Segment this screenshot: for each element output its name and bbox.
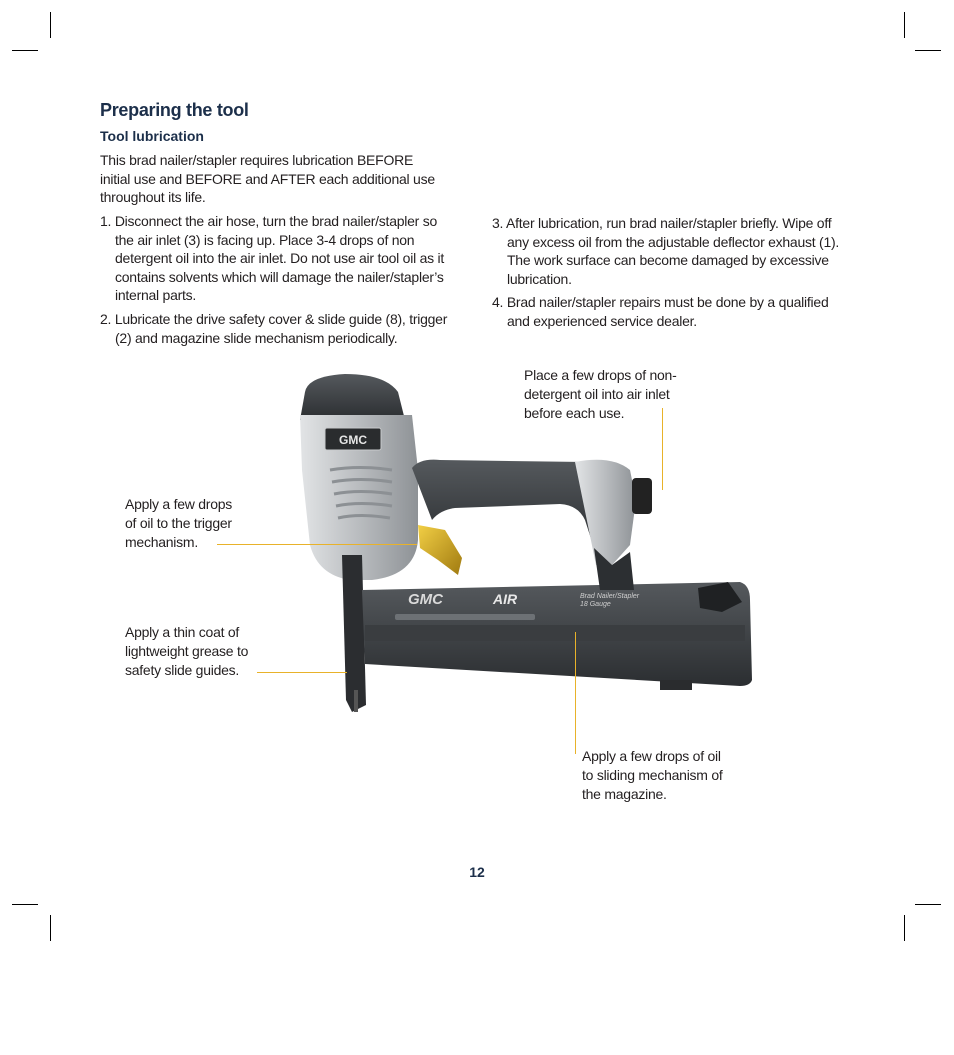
callout-magazine: Apply a few drops of oil to sliding mechanism of the magazine. [582,748,723,802]
section-subtitle: Tool lubrication [100,128,204,144]
leader-line-trigger [217,544,417,545]
leader-line-magazine [575,632,576,754]
step-1: 1. Disconnect the air hose, turn the brad nailer/stapler so the air inlet (3) is facing up. Place 3-4 drops of non detergent oil into the air inlet. Do not use air tool oil as it contains solvents which will damage the nailer/stapler’s internal parts. [100,213,444,304]
step-3: 3. After lubrication, run brad nailer/stapler briefly. Wipe off any excess oil from the adjustable deflector exhaust (1). The work surface can become damaged by excessive lubrication. [492,215,840,287]
magazine-brand: GMC [408,591,443,608]
magazine-gauge: 18 Gauge [580,601,611,608]
step-4: 4. Brad nailer/stapler repairs must be done by a qualified and experienced service dealer. [492,294,829,329]
nose-guide [342,555,366,712]
trigger [418,525,462,575]
cylinder-cap [300,374,405,420]
page-title: Preparing the tool [100,100,249,120]
gmc-badge-text: GMC [339,433,367,447]
step-2: 2. Lubricate the drive safety cover & slide guide (8), trigger (2) and magazine slide mechanism periodically. [100,310,448,346]
magazine-rail [365,625,745,641]
page-number: 12 [469,864,485,880]
callout-slide-guides: Apply a thin coat of lightweight grease to safety slide guides. [125,624,249,678]
air-inlet [632,478,652,514]
magazine-slot [395,614,535,620]
leader-line-air-inlet [662,408,663,490]
intro-paragraph: This brad nailer/stapler requires lubrication BEFORE initial use and BEFORE and AFTER each additional use throughout its life. [100,152,435,206]
slide-guide [354,690,358,712]
leader-line-slide-guides [257,672,347,673]
magazine-foot [660,680,692,690]
callout-trigger: Apply a few drops of oil to the trigger mechanism. [125,496,233,550]
magazine-air: AIR [493,591,518,607]
callout-air-inlet: Place a few drops of non-detergent oil into air inlet before each use. [524,367,677,421]
magazine-model: Brad Nailer/Stapler [580,593,640,600]
